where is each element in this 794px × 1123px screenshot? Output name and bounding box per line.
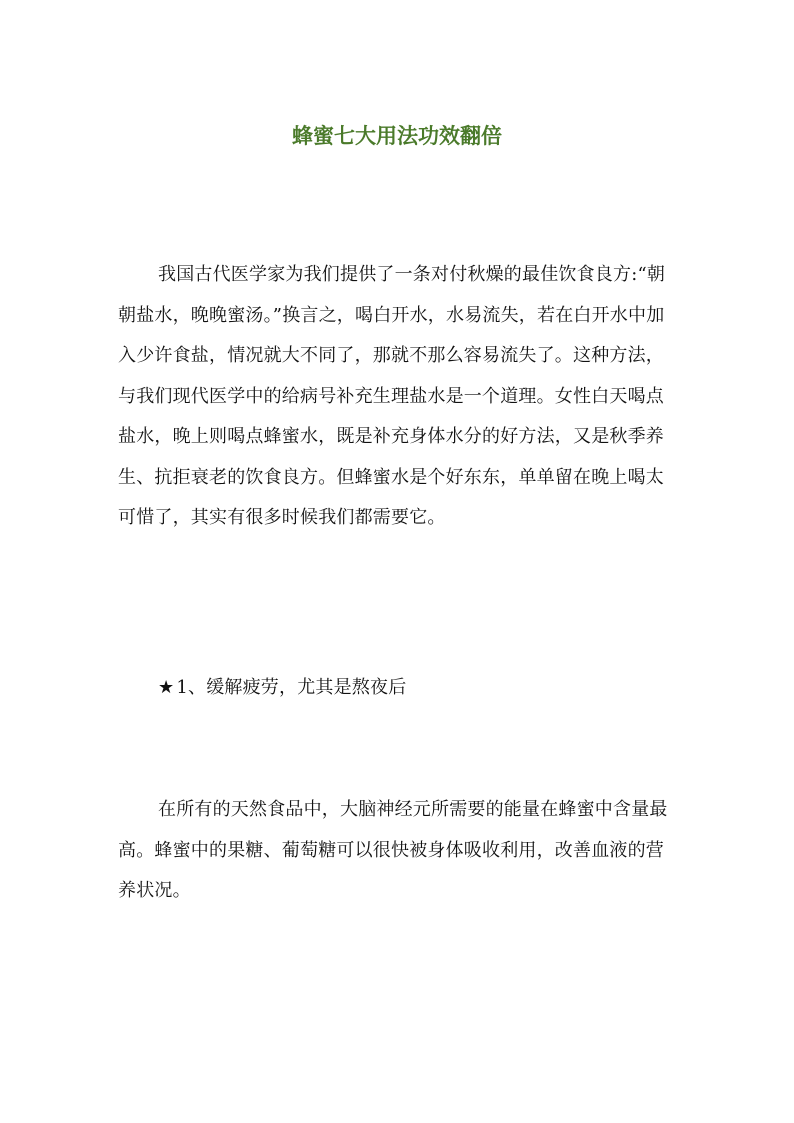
document-title: 蜂蜜七大用法功效翻倍 — [292, 123, 502, 148]
section-heading-1 — [118, 668, 678, 709]
section-1-paragraph: 在所有的天然食品中，大脑神经元所需要的能量在蜂蜜中含量最高。蜂蜜中的果糖、葡萄糖可以很快被身体吸收利用，改善血液的营养状况。 — [118, 799, 668, 901]
section-heading-text: 1、缓解疲劳，尤其是熬夜后 — [176, 677, 407, 698]
intro-paragraph: 我国古代医学家为我们提供了一条对付秋燥的最佳饮食良方:“朝朝盐水，晚晚蜜汤。”换言之，喝白开水，水易流失，若在白开水中加入少许食盐，情况就大不同了，那就不那么容易流失了。这种方法，与我们现代医学中的给病号补充生理盐水是一个道理。女性白天喝点盐水，晚上则喝点蜂蜜水，既是补充身体水分的好方法，又是秋季养生、抗拒衰老的饮食良方。但蜂蜜水是个好东东，单单留在晚上喝太可惜了，其实有很多时候我们都需要它。 — [118, 264, 666, 528]
star-icon: ★ — [158, 677, 175, 698]
